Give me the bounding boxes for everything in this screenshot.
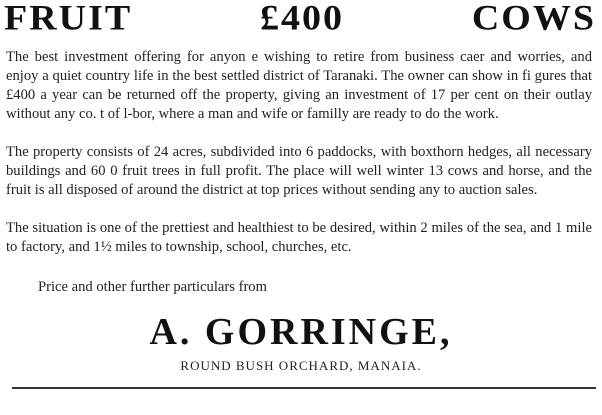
paragraph-situation: The situation is one of the prettiest and healthiest to be desired, within 2 miles of the sea, and 1 mile to factory, and 1½ miles to township, school, churches, etc. bbox=[6, 220, 592, 255]
bottom-rule bbox=[12, 387, 596, 389]
headline-cows: COWS bbox=[471, 0, 596, 39]
headline bbox=[4, 0, 596, 40]
paragraph-property: The property consists of 24 acres, subdivided into 6 paddocks, with boxthorn hedges, all necessary buildings and 60 0 fruit trees in full profit. The place will well winter 13 cows and horse, and the fruit is all disposed of around the district at top prices without sending any to auction sales. bbox=[6, 144, 592, 198]
headline-fruit: FRUIT bbox=[4, 0, 133, 39]
headline-price: £400 bbox=[260, 0, 345, 39]
price-inquiry-line: Price and other further particulars from bbox=[38, 279, 267, 295]
advertiser-name: A. GORRINGE, bbox=[149, 311, 453, 353]
advertiser-address: ROUND BUSH ORCHARD, MANAIA. bbox=[180, 358, 422, 373]
paragraph-investment: The best investment offering for anyon e wishing to retire from business caer and worries, and enjoy a quiet country life in the best settled district of Taranaki. The owner can show in fi gures that £400 a year can be returned off the property, giving an investment of 17 per cent on their outlay without any co. t of l-bor, where a man and wife or familly are ready to do the work. bbox=[6, 49, 592, 122]
